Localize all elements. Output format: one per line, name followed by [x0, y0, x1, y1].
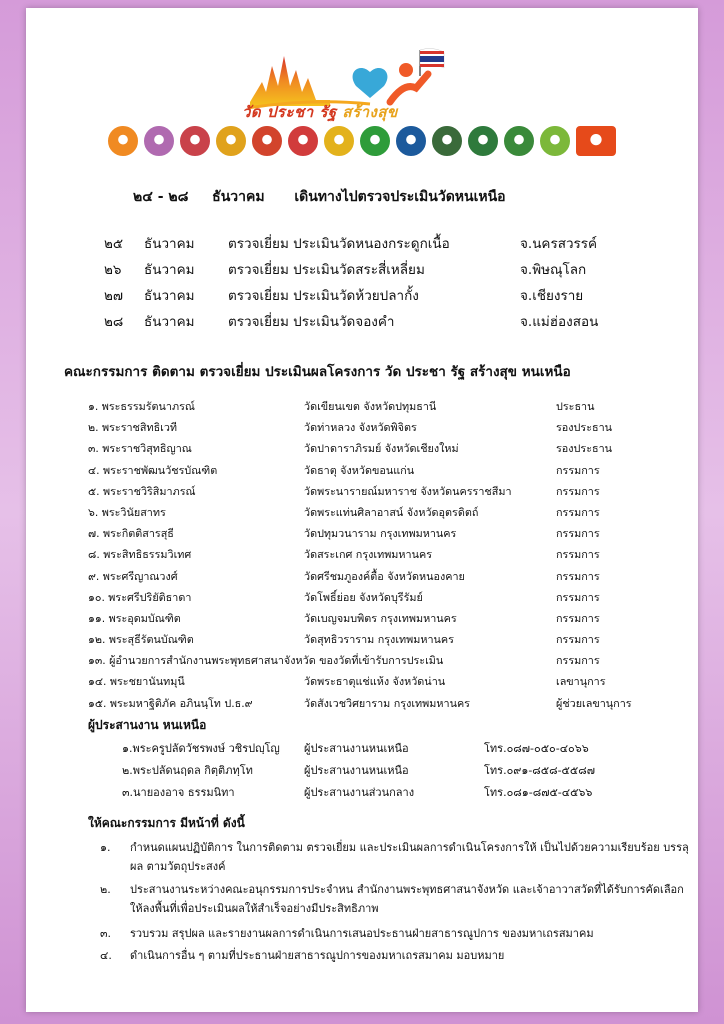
schedule-text: ตรวจเยี่ยม ประเมินวัดจองคำ	[228, 314, 395, 330]
member-role: กรรมการ	[556, 548, 600, 562]
partner-seals-row	[108, 126, 616, 156]
member-name: ๓. พระราชวิสุทธิญาณ	[88, 442, 192, 456]
partner-seal-icon	[576, 126, 616, 156]
partner-seal-icon	[540, 126, 570, 156]
coordinator-phone: โทร.๐๘๑-๘๗๕-๔๕๖๖	[484, 786, 593, 799]
partner-seal-icon	[216, 126, 246, 156]
member-temple: วัดปทุมวนาราม กรุงเทพมหานคร	[304, 527, 457, 541]
member-role: กรรมการ	[556, 654, 600, 668]
member-name: ๑๔. พระชยานันทมุนี	[88, 675, 185, 689]
duty-number: ๒.	[100, 883, 111, 896]
logo-title-part1: วัด ประชา รัฐ	[242, 103, 337, 121]
committee-member-row	[88, 522, 678, 543]
member-temple: วัดสุทธิวราราม กรุงเทพมหานคร	[304, 633, 454, 647]
headline-month: ธันวาคม	[212, 189, 265, 205]
committee-member-row	[88, 649, 678, 670]
member-role: กรรมการ	[556, 463, 600, 477]
member-temple: วัดโพธิ์ย่อย จังหวัดบุรีรัมย์	[304, 590, 423, 604]
member-temple: วัดปาดาราภิรมย์ จังหวัดเชียงใหม่	[304, 442, 459, 456]
duties-title: ให้คณะกรรมการ มีหน้าที่ ดังนี้	[88, 816, 245, 830]
member-role: กรรมการ	[556, 633, 600, 647]
member-name: ๘. พระสิทธิธรรมวิเทศ	[88, 548, 192, 562]
member-role: รองประธาน	[556, 421, 613, 435]
coordinator-phone: โทร.๐๘๗-๐๕๐-๔๐๖๖	[484, 742, 589, 755]
partner-seal-icon	[180, 126, 210, 156]
schedule-day: ๒๕	[104, 236, 124, 252]
partner-seal-icon	[432, 126, 462, 156]
member-role: กรรมการ	[556, 569, 600, 583]
schedule-text: ตรวจเยี่ยม ประเมินวัดหนองกระดูกเนื้อ	[228, 236, 450, 252]
committee-member-row	[88, 692, 678, 713]
committee-title: คณะกรรมการ ติดตาม ตรวจเยี่ยม ประเมินผลโครงการ วัด ประชา รัฐ สร้างสุข หนเหนือ	[64, 364, 571, 380]
committee-member-row	[88, 395, 678, 416]
duty-number: ๑.	[100, 841, 111, 854]
duty-number: ๔.	[100, 949, 112, 962]
member-name: ๙. พระศรีญาณวงศ์	[88, 569, 178, 583]
schedule-text: ตรวจเยี่ยม ประเมินวัดสระสี่เหลี่ยม	[228, 262, 425, 278]
member-name: ๑๐. พระศรีปริยัติธาดา	[88, 590, 192, 604]
schedule-text: ตรวจเยี่ยม ประเมินวัดห้วยปลากั้ง	[228, 288, 419, 304]
member-temple: วัดสระเกศ กรุงเทพมหานคร	[304, 548, 433, 562]
committee-member-row	[88, 437, 678, 458]
schedule-day: ๒๖	[104, 262, 122, 278]
member-name: ๖. พระวินัยสาทร	[88, 505, 166, 519]
schedule-month: ธันวาคม	[144, 314, 195, 330]
member-temple: วัดเบญจมบพิตร กรุงเทพมหานคร	[304, 611, 457, 625]
committee-member-row	[88, 607, 678, 628]
committee-member-row	[88, 586, 678, 607]
headline-dates: ๒๔ - ๒๘	[133, 189, 189, 205]
committee-member-row	[88, 543, 678, 564]
partner-seal-icon	[396, 126, 426, 156]
committee-member-row	[88, 501, 678, 522]
coordinator-role: ผู้ประสานงานหนเหนือ	[304, 742, 409, 755]
duty-text: ดำเนินการอื่น ๆ ตามที่ประธานฝ่ายสาธารณูปการของมหาเถรสมาคม มอบหมาย	[130, 949, 505, 962]
committee-member-row	[88, 565, 678, 586]
member-temple: วัดเขียนเขต จังหวัดปทุมธานี	[304, 400, 437, 413]
partner-seal-icon	[504, 126, 534, 156]
member-name: ๑. พระธรรมรัตนาภรณ์	[88, 400, 195, 413]
coordinator-name: ๒.พระปลัดนฤดล กิตฺติภทฺโท	[122, 764, 253, 777]
committee-member-row	[88, 628, 678, 649]
member-name: ๑๓. ผู้อำนวยการสำนักงานพระพุทธศาสนาจังหวัด ของวัดที่เข้ารับการประเมิน	[88, 654, 444, 668]
partner-seal-icon	[288, 126, 318, 156]
member-name: ๔. พระราชพัฒนวัชรบัณฑิต	[88, 463, 218, 477]
schedule-month: ธันวาคม	[144, 288, 195, 304]
member-name: ๕. พระราชวิริสิมาภรณ์	[88, 484, 196, 498]
partner-seal-icon	[252, 126, 282, 156]
partner-seal-icon	[324, 126, 354, 156]
member-temple: วัดท่าหลวง จังหวัดพิจิตร	[304, 421, 417, 435]
member-role: รองประธาน	[556, 442, 613, 456]
member-name: ๒. พระราชสิทธิเวที	[88, 421, 178, 435]
committee-member-row	[88, 416, 678, 437]
duty-text: กำหนดแผนปฏิบัติการ ในการติดตาม ตรวจเยี่ยม และประเมินผลการดำเนินโครงการให้ เป็นไปด้วยความเรียบร้อย บรรลุผล ตามวัตถุประสงค์	[130, 841, 689, 873]
partner-seal-icon	[360, 126, 390, 156]
member-temple: วัดสังเวชวิศยาราม กรุงเทพมหานคร	[304, 696, 470, 710]
partner-seal-icon	[108, 126, 138, 156]
member-name: ๑๑. พระอุดมบัณฑิต	[88, 611, 181, 625]
duty-text: ประสานงานระหว่างคณะอนุกรรมการประจำหน สำนักงานพระพุทธศาสนาจังหวัด และเจ้าอาวาสวัดที่ได้รับการคัดเลือกให้ลงพื้นที่เพื่อประเมินผลให้สำเร็จอย่างมีประสิทธิภาพ	[130, 883, 684, 915]
coordinator-role: ผู้ประสานงานหนเหนือ	[304, 764, 409, 777]
member-role: กรรมการ	[556, 611, 600, 625]
member-temple: วัดพระธาตุแช่แห้ง จังหวัดน่าน	[304, 675, 446, 689]
schedule-province: จ.เชียงราย	[520, 288, 584, 304]
coordinator-name: ๓.นายองอาจ ธรรมนิทา	[122, 786, 235, 799]
committee-member-row	[88, 670, 678, 691]
committee-member-row	[88, 459, 678, 480]
schedule-day: ๒๘	[104, 314, 124, 330]
member-role: เลขานุการ	[556, 675, 606, 689]
member-temple: วัดพระนารายณ์มหาราช จังหวัดนครราชสีมา	[304, 484, 512, 498]
member-role: ผู้ช่วยเลขานุการ	[556, 696, 632, 710]
schedule-day: ๒๗	[104, 288, 124, 304]
coordinators-title: ผู้ประสานงาน หนเหนือ	[88, 718, 207, 732]
headline-text: เดินทางไปตรวจประเมินวัดหนเหนือ	[294, 189, 506, 205]
member-name: ๑๕. พระมหาฐิติภัค อภินนฺโท ป.ธ.๙	[88, 696, 253, 710]
member-role: กรรมการ	[556, 505, 600, 519]
schedule-month: ธันวาคม	[144, 262, 195, 278]
member-role: กรรมการ	[556, 484, 600, 498]
member-role: กรรมการ	[556, 527, 600, 541]
member-temple: วัดพระแท่นศิลาอาสน์ จังหวัดอุตรดิตถ์	[304, 505, 479, 519]
logo-title	[242, 100, 398, 124]
duty-number: ๓.	[100, 927, 112, 940]
schedule-province: จ.นครสวรรค์	[520, 236, 598, 252]
committee-member-list	[88, 395, 678, 713]
member-temple: วัดศรีชมภูองค์ตื้อ จังหวัดหนองคาย	[304, 569, 465, 583]
member-name: ๗. พระกิตติสารสุธี	[88, 527, 174, 541]
schedule-province: จ.พิษณุโลก	[520, 262, 587, 278]
partner-seal-icon	[468, 126, 498, 156]
coordinator-role: ผู้ประสานงานส่วนกลาง	[304, 786, 415, 799]
partner-seal-icon	[144, 126, 174, 156]
committee-member-row	[88, 480, 678, 501]
schedule-headline	[133, 186, 506, 208]
schedule-province: จ.แม่ฮ่องสอน	[520, 314, 599, 330]
member-name: ๑๒. พระสุธีรัตนบัณฑิต	[88, 633, 194, 647]
member-temple: วัดธาตุ จังหวัดขอนแก่น	[304, 463, 415, 477]
duty-text: รวบรวม สรุปผล และรายงานผลการดำเนินการเสนอประธานฝ่ายสาธารณูปการ ของมหาเถรสมาคม	[130, 927, 594, 940]
logo-title-part2: สร้างสุข	[342, 103, 398, 121]
member-role: กรรมการ	[556, 590, 600, 604]
coordinator-phone: โทร.๐๙๑-๘๕๘-๕๕๘๗	[484, 764, 595, 777]
coordinator-name: ๑.พระครูปลัดวัชรพงษ์ วชิรปญฺโญ	[122, 742, 280, 755]
schedule-month: ธันวาคม	[144, 236, 195, 252]
member-role: ประธาน	[556, 400, 595, 413]
